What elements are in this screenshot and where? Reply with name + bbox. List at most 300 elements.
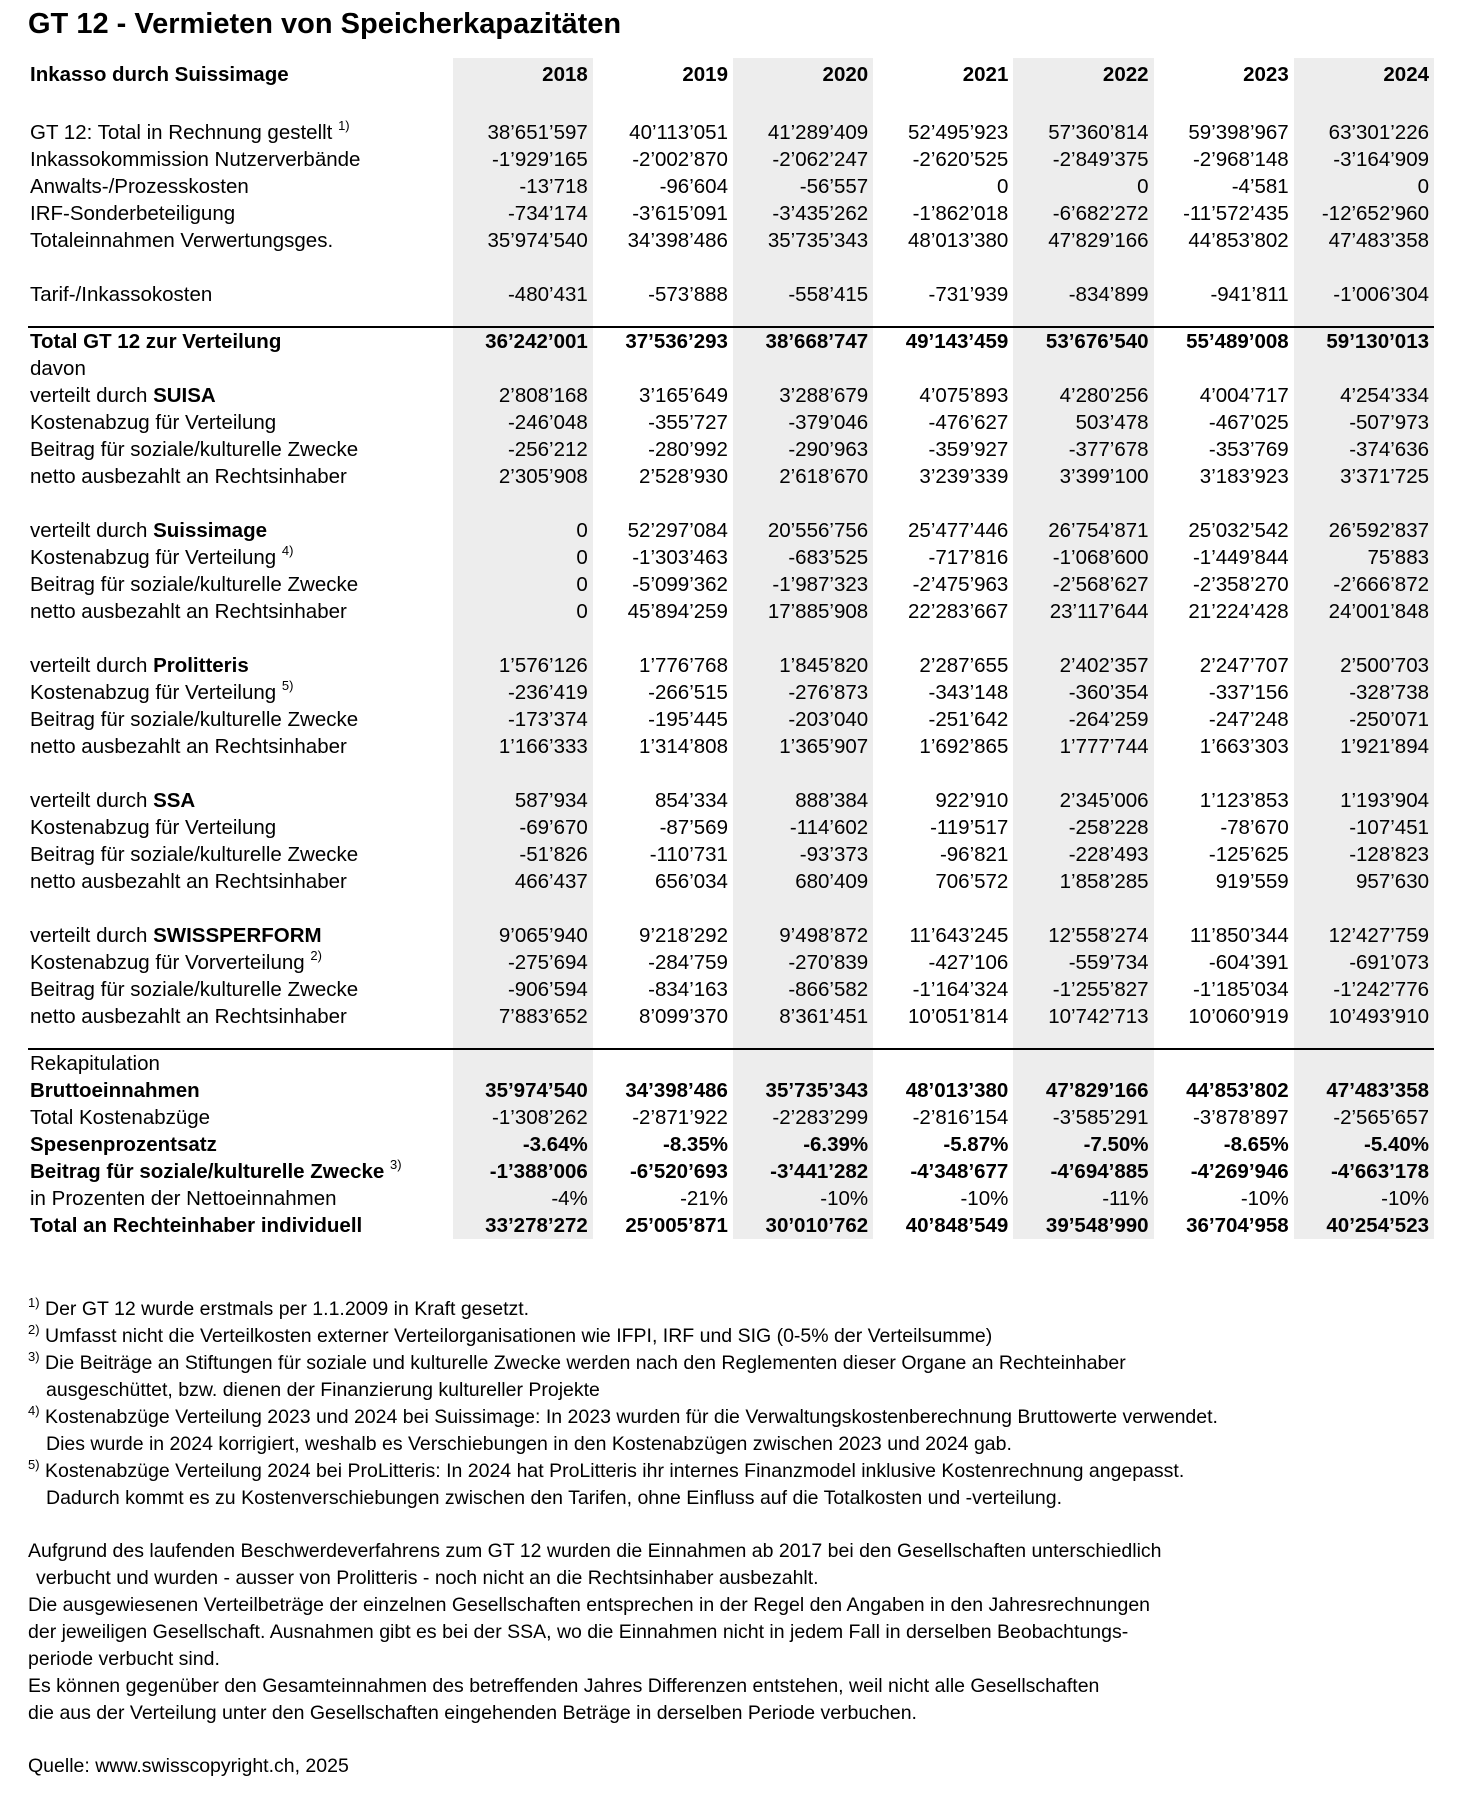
value-cell: 53’676’540 (1013, 327, 1153, 355)
spacer-row (28, 625, 1434, 652)
value-cell: -476’627 (928, 411, 1009, 434)
value-cell: -3.64% (522, 1133, 588, 1156)
value-cell: -427’106 (928, 951, 1009, 974)
spacer-cell (733, 308, 873, 327)
value-cell: -1’185’034 (1192, 978, 1289, 1001)
spacer-cell (1154, 625, 1294, 652)
value-cell: -2’968’148 (1192, 148, 1289, 171)
spacer-cell (1154, 760, 1294, 787)
row-label-text: Beitrag für soziale/kulturelle Zwecke (30, 1160, 385, 1183)
value-cell: -3’878’897 (1192, 1106, 1289, 1129)
value-cell: -5.40% (1364, 1133, 1429, 1156)
value-cell: -8.35% (663, 1133, 728, 1156)
table-row (28, 949, 1434, 976)
value-cell: 39’548’990 (1045, 1214, 1149, 1237)
row-label (28, 1104, 453, 1131)
value-cell: 37’536’293 (593, 327, 733, 355)
value-cell: -2’849’375 (1052, 148, 1149, 171)
value-cell: -107’451 (1349, 816, 1429, 839)
spacer-cell (593, 895, 733, 922)
value-cell: -337’156 (1208, 681, 1289, 704)
value-cell: -11% (1102, 1187, 1149, 1210)
row-label-text: IRF-Sonderbeteiligung (30, 202, 236, 225)
row-label (28, 119, 453, 146)
spacer-cell (593, 92, 733, 119)
table-row (28, 436, 1434, 463)
value-cell: -21% (680, 1187, 728, 1210)
value-cell (593, 1049, 733, 1077)
footnote-text: Umfasst nicht die Verteilkosten externer Verteilorganisationen wie IFPI, IRF und SIG (0-5% der Verteilsumme) (44, 1325, 993, 1347)
value-cell: -1’862’018 (912, 202, 1009, 225)
row-label-text: Beitrag für soziale/kulturelle Zwecke (30, 708, 359, 731)
value-cell: 47’829’166 (1048, 229, 1149, 252)
value-cell: 1’166’333 (498, 735, 588, 758)
explanatory-paragraph (28, 1538, 1438, 1727)
spacer-cell (1294, 92, 1434, 119)
value-cell: -11’572’435 (1183, 202, 1289, 225)
value-cell: 706’572 (935, 870, 1009, 893)
footnote-text: Kostenabzüge Verteilung 2023 und 2024 bei Suissimage: In 2023 wurden für die Verwaltungskostenberechnung Bruttowerte verwendet. (44, 1406, 1218, 1428)
table-row (28, 787, 1434, 814)
value-cell: -173’374 (507, 708, 588, 731)
value-cell: -195’445 (648, 708, 728, 731)
value-cell: 23’117’644 (1049, 600, 1149, 623)
value-cell: -374’636 (1349, 438, 1429, 461)
value-cell: 41’289’409 (767, 121, 869, 144)
paragraph-line: der jeweiligen Gesellschaft. Ausnahmen gibt es bei der SSA, wo die Einnahmen nicht in jedem Fall in derselben Beobachtungs- (28, 1621, 1129, 1643)
value-cell: 466’437 (514, 870, 588, 893)
row-label-text: Total GT 12 zur Verteilung (30, 330, 282, 353)
paragraph-line: Es können gegenüber den Gesamteinnahmen des betreffenden Jahres Differenzen entstehen, weil nicht alle Gesellschaften (28, 1675, 1100, 1697)
value-cell: 2’528’930 (639, 465, 728, 488)
spacer-cell (1013, 895, 1153, 922)
row-label-text: netto ausbezahlt an Rechtsinhaber (30, 735, 347, 758)
value-cell: 2’305’908 (498, 465, 588, 488)
table-header-label: Inkasso durch Suissimage (30, 63, 289, 86)
footnote-text: Die Beiträge an Stiftungen für soziale und kulturelle Zwecke werden nach den Reglementen dieser Organe an Rechteinhaber (44, 1352, 1126, 1374)
value-cell: -559’734 (1068, 951, 1149, 974)
year-header: 2019 (682, 63, 728, 86)
value-cell: -247’248 (1208, 708, 1289, 731)
value-cell: 3’183’923 (1199, 465, 1289, 488)
value-cell: -264’259 (1068, 708, 1149, 731)
row-label-text: Kostenabzug für Verteilung (30, 681, 277, 704)
table-row (28, 173, 1434, 200)
value-cell: -276’873 (788, 681, 869, 704)
value-cell: -4% (551, 1187, 588, 1210)
spacer-row (28, 92, 1434, 119)
value-cell: -353’769 (1208, 438, 1289, 461)
spacer-cell (593, 760, 733, 787)
value-cell (733, 355, 873, 382)
value-cell: 45’894’259 (627, 600, 728, 623)
spacer-cell (1013, 625, 1153, 652)
value-cell (873, 1049, 1013, 1077)
value-cell: -3’435’262 (772, 202, 869, 225)
value-cell: -87’569 (659, 816, 728, 839)
value-cell: -467’025 (1208, 411, 1289, 434)
value-cell: -1’308’262 (492, 1106, 588, 1129)
spacer-cell (28, 92, 453, 119)
value-cell: 36’242’001 (453, 327, 593, 355)
table-row (28, 706, 1434, 733)
value-cell: -717’816 (928, 546, 1009, 569)
footnote-marker: 5) (281, 678, 294, 693)
spacer-cell (28, 760, 453, 787)
value-cell: -1’068’600 (1052, 546, 1149, 569)
value-cell: 3’288’679 (779, 384, 869, 407)
paragraph-line: Die ausgewiesenen Verteilbeträge der einzelnen Gesellschaften entsprechen in der Regel den Angaben in den Jahresrechnungen (28, 1594, 1151, 1616)
spacer-cell (453, 1030, 593, 1049)
value-cell: 26’592’837 (1328, 519, 1429, 542)
spacer-cell (873, 895, 1013, 922)
spacer-row (28, 760, 1434, 787)
value-cell: -2’062’247 (772, 148, 869, 171)
spacer-cell (593, 1030, 733, 1049)
data-table (28, 58, 1434, 1239)
value-cell: -558’415 (788, 283, 869, 306)
value-cell: -359’927 (928, 438, 1009, 461)
value-cell: 17’885’908 (767, 600, 869, 623)
value-cell: 38’668’747 (733, 327, 873, 355)
row-label (28, 382, 453, 409)
value-cell (1154, 1049, 1294, 1077)
table-row (28, 1158, 1434, 1185)
value-cell: 0 (1417, 175, 1429, 198)
spacer-row (28, 308, 1434, 327)
value-cell: 957’630 (1356, 870, 1429, 893)
table-row (28, 652, 1434, 679)
value-cell: 1’365’907 (779, 735, 869, 758)
footnote-marker: 4) (281, 543, 294, 558)
value-cell: 1’845’820 (779, 654, 869, 677)
row-label (28, 463, 453, 490)
value-cell: -6’520’693 (629, 1160, 728, 1183)
row-label-text: netto ausbezahlt an Rechtsinhaber (30, 1005, 347, 1028)
value-cell: -78’670 (1220, 816, 1289, 839)
footnote-marker: 1) (338, 118, 350, 133)
spacer-cell (453, 895, 593, 922)
value-cell: -866’582 (788, 978, 869, 1001)
table-row (28, 1077, 1434, 1104)
spacer-cell (453, 308, 593, 327)
spacer-row (28, 895, 1434, 922)
source-note: Quelle: www.swisscopyright.ch, 2025 (28, 1755, 349, 1777)
spacer-cell (733, 1030, 873, 1049)
spacer-cell (733, 92, 873, 119)
value-cell: 1’776’768 (639, 654, 728, 677)
notes-section (28, 1296, 1438, 1780)
value-cell: -480’431 (507, 283, 588, 306)
value-cell: -251’642 (928, 708, 1009, 731)
value-cell: -256’212 (507, 438, 588, 461)
footnote (28, 1296, 1438, 1323)
value-cell: -125’625 (1208, 843, 1289, 866)
row-label-text: verteilt durch (30, 789, 154, 812)
row-label (28, 200, 453, 227)
value-cell: 49’143’459 (873, 327, 1013, 355)
footnote-marker: 2) (28, 1322, 40, 1337)
footnote-text: Dies wurde in 2024 korrigiert, weshalb es Verschiebungen in den Kostenabzügen zwischen 2023 und 2024 gab. (46, 1433, 1012, 1455)
organization-name: SSA (153, 789, 196, 812)
row-label (28, 1049, 453, 1077)
value-cell (1294, 355, 1434, 382)
footnote-marker: 2) (310, 948, 322, 963)
value-cell: 35’735’343 (767, 229, 869, 252)
row-label (28, 1185, 453, 1212)
value-cell (1013, 1049, 1153, 1077)
spacer-cell (1154, 895, 1294, 922)
row-label-text: netto ausbezahlt an Rechtsinhaber (30, 465, 347, 488)
value-cell: -2’620’525 (912, 148, 1009, 171)
value-cell: 59’130’013 (1294, 327, 1434, 355)
spacer-cell (1013, 1030, 1153, 1049)
value-cell (453, 1049, 593, 1077)
value-cell: 35’974’540 (485, 1079, 588, 1102)
value-cell: 4’004’717 (1199, 384, 1289, 407)
value-cell: 1’921’894 (1340, 735, 1429, 758)
value-cell: -834’899 (1068, 283, 1149, 306)
table-row (28, 200, 1434, 227)
value-cell: -377’678 (1068, 438, 1149, 461)
row-label (28, 706, 453, 733)
value-cell: 0 (576, 519, 588, 542)
value-cell: -2’871’922 (632, 1106, 728, 1129)
value-cell: 1’692’865 (919, 735, 1009, 758)
table-row (28, 1104, 1434, 1131)
table-row (28, 227, 1434, 254)
value-cell: -573’888 (648, 283, 728, 306)
value-cell: 36’704’958 (1186, 1214, 1289, 1237)
spacer-cell (1154, 92, 1294, 119)
value-cell: -5.87% (943, 1133, 1009, 1156)
value-cell: 20’556’756 (767, 519, 869, 542)
value-cell: 10’060’919 (1188, 1005, 1289, 1028)
value-cell: -228’493 (1068, 843, 1149, 866)
value-cell: 2’345’006 (1059, 789, 1149, 812)
value-cell: -691’073 (1349, 951, 1429, 974)
value-cell: -3’441’282 (770, 1160, 869, 1183)
value-cell: 52’297’084 (627, 519, 728, 542)
footnote (28, 1458, 1438, 1512)
spacer-cell (28, 895, 453, 922)
row-label-text: in Prozenten der Nettoeinnahmen (30, 1187, 337, 1210)
spacer-cell (1013, 760, 1153, 787)
value-cell (1294, 1049, 1434, 1077)
row-label (28, 1212, 453, 1239)
year-header: 2022 (1102, 63, 1149, 86)
footnote-text: ausgeschüttet, bzw. dienen der Finanzierung kultureller Projekte (46, 1379, 600, 1401)
row-label (28, 227, 453, 254)
spacer-cell (28, 308, 453, 327)
value-cell: -96’821 (939, 843, 1009, 866)
footnote-marker: 3) (390, 1157, 402, 1172)
row-label-text: Beitrag für soziale/kulturelle Zwecke (30, 978, 359, 1001)
spacer-cell (1154, 490, 1294, 517)
value-cell: 44’853’802 (1186, 1079, 1289, 1102)
footnote-marker: 5) (28, 1457, 40, 1472)
spacer-cell (873, 760, 1013, 787)
value-cell: -1’255’827 (1052, 978, 1149, 1001)
row-label (28, 409, 453, 436)
value-cell: -13’718 (519, 175, 588, 198)
spacer-cell (1013, 308, 1153, 327)
table-row (28, 281, 1434, 308)
value-cell: 40’254’523 (1326, 1214, 1429, 1237)
year-header: 2023 (1243, 63, 1289, 86)
value-cell: 587’934 (514, 789, 588, 812)
spacer-cell (733, 760, 873, 787)
footnote (28, 1323, 1438, 1350)
value-cell: -2’002’870 (632, 148, 728, 171)
value-cell: 9’218’292 (639, 924, 728, 947)
value-cell: 25’005’871 (625, 1214, 728, 1237)
spacer-cell (873, 308, 1013, 327)
value-cell (453, 355, 593, 382)
row-label (28, 1003, 453, 1030)
row-label-text: Beitrag für soziale/kulturelle Zwecke (30, 573, 359, 596)
row-label-text: Anwalts-/Prozesskosten (30, 175, 249, 198)
row-label-text: Bruttoeinnahmen (30, 1079, 200, 1102)
spacer-cell (1294, 308, 1434, 327)
row-label-text: Spesenprozentsatz (30, 1133, 217, 1156)
footnote-text: Dadurch kommt es zu Kostenverschiebungen zwischen den Tarifen, ohne Einfluss auf die Totalkosten und -verteilung. (46, 1487, 1063, 1509)
row-label-text: Kostenabzug für Vorverteilung (30, 951, 305, 974)
footnote-marker: 1) (28, 1295, 40, 1310)
table-row (28, 733, 1434, 760)
value-cell: 44’853’802 (1188, 229, 1289, 252)
spacer-cell (1294, 1030, 1434, 1049)
value-cell: 3’165’649 (639, 384, 728, 407)
value-cell: -8.65% (1223, 1133, 1289, 1156)
row-label-text: Beitrag für soziale/kulturelle Zwecke (30, 843, 359, 866)
value-cell: 40’113’051 (629, 121, 728, 144)
table-row (28, 517, 1434, 544)
value-cell: -114’602 (789, 816, 869, 839)
row-label (28, 146, 453, 173)
value-cell: 30’010’762 (765, 1214, 869, 1237)
value-cell: 34’398’486 (625, 1079, 728, 1102)
value-cell: 38’651’597 (487, 121, 588, 144)
table-row (28, 382, 1434, 409)
spacer-cell (593, 625, 733, 652)
value-cell: -4’663’178 (1330, 1160, 1429, 1183)
row-label-text: verteilt durch (30, 654, 154, 677)
value-cell: -3’615’091 (632, 202, 728, 225)
value-cell: 59’398’967 (1188, 121, 1289, 144)
spacer-row (28, 254, 1434, 281)
value-cell: 1’858’285 (1059, 870, 1149, 893)
paragraph-line: periode verbucht sind. (28, 1648, 220, 1670)
value-cell: 888’384 (795, 789, 869, 812)
table-row (28, 119, 1434, 146)
value-cell: 2’618’670 (779, 465, 869, 488)
table-row (28, 1131, 1434, 1158)
value-cell: -2’475’963 (912, 573, 1009, 596)
spacer-cell (453, 92, 593, 119)
value-cell: -1’006’304 (1333, 283, 1429, 306)
row-label (28, 544, 453, 571)
row-label (28, 814, 453, 841)
value-cell: -2’358’270 (1192, 573, 1289, 596)
row-label (28, 841, 453, 868)
row-label-text: Total Kostenabzüge (30, 1106, 211, 1129)
table-row (28, 814, 1434, 841)
spacer-cell (733, 625, 873, 652)
row-label-text: Kostenabzug für Verteilung (30, 411, 277, 434)
value-cell: -110’731 (649, 843, 728, 866)
value-cell: 7’883’652 (498, 1005, 588, 1028)
value-cell: -96’604 (659, 175, 728, 198)
value-cell: 0 (1137, 175, 1149, 198)
row-label-text: Kostenabzug für Verteilung (30, 546, 277, 569)
value-cell (593, 355, 733, 382)
spacer-cell (453, 760, 593, 787)
spacer-cell (593, 308, 733, 327)
value-cell: 8’099’370 (639, 1005, 728, 1028)
value-cell: 34’398’486 (627, 229, 728, 252)
value-cell: -328’738 (1349, 681, 1429, 704)
table-row (28, 409, 1434, 436)
spacer-cell (1294, 490, 1434, 517)
value-cell: 854’334 (655, 789, 728, 812)
table-row (28, 571, 1434, 598)
spacer-cell (733, 254, 873, 281)
row-label (28, 1131, 453, 1158)
value-cell: -93’373 (799, 843, 869, 866)
value-cell: -731’939 (928, 283, 1009, 306)
spacer-cell (453, 254, 593, 281)
row-label (28, 436, 453, 463)
spacer-cell (873, 490, 1013, 517)
spacer-cell (1013, 254, 1153, 281)
row-label (28, 355, 453, 382)
spacer-cell (28, 490, 453, 517)
footnote-text: Der GT 12 wurde erstmals per 1.1.2009 in Kraft gesetzt. (44, 1298, 530, 1320)
spacer-cell (873, 625, 1013, 652)
value-cell: -290’963 (788, 438, 869, 461)
spacer-row (28, 490, 1434, 517)
spacer-cell (28, 625, 453, 652)
value-cell: 1’777’744 (1059, 735, 1149, 758)
value-cell: 40’848’549 (905, 1214, 1009, 1237)
value-cell: -1’242’776 (1333, 978, 1429, 1001)
row-label-text: verteilt durch (30, 384, 154, 407)
value-cell: -7.50% (1083, 1133, 1149, 1156)
value-cell: -507’973 (1349, 411, 1429, 434)
paragraph-line: Aufgrund des laufenden Beschwerdeverfahrens zum GT 12 wurden die Einnahmen ab 2017 bei den Gesellschaften unterschiedlich (28, 1540, 1162, 1562)
value-cell: 919’559 (1215, 870, 1289, 893)
row-label (28, 922, 453, 949)
value-cell: 922’910 (935, 789, 1009, 812)
spacer-cell (1013, 490, 1153, 517)
value-cell: 47’483’358 (1326, 1079, 1429, 1102)
table-row (28, 355, 1434, 382)
spacer-cell (1154, 254, 1294, 281)
table-row (28, 679, 1434, 706)
spacer-cell (28, 254, 453, 281)
value-cell: 1’314’808 (639, 735, 728, 758)
row-label-text: Rekapitulation (30, 1052, 160, 1075)
value-cell: -51’826 (519, 843, 588, 866)
row-label (28, 281, 453, 308)
value-cell: 21’224’428 (1188, 600, 1289, 623)
value-cell: -4’694’885 (1050, 1160, 1149, 1183)
value-cell: -734’174 (507, 202, 588, 225)
value-cell: -275’694 (507, 951, 588, 974)
row-label (28, 1158, 453, 1185)
table-row (28, 841, 1434, 868)
